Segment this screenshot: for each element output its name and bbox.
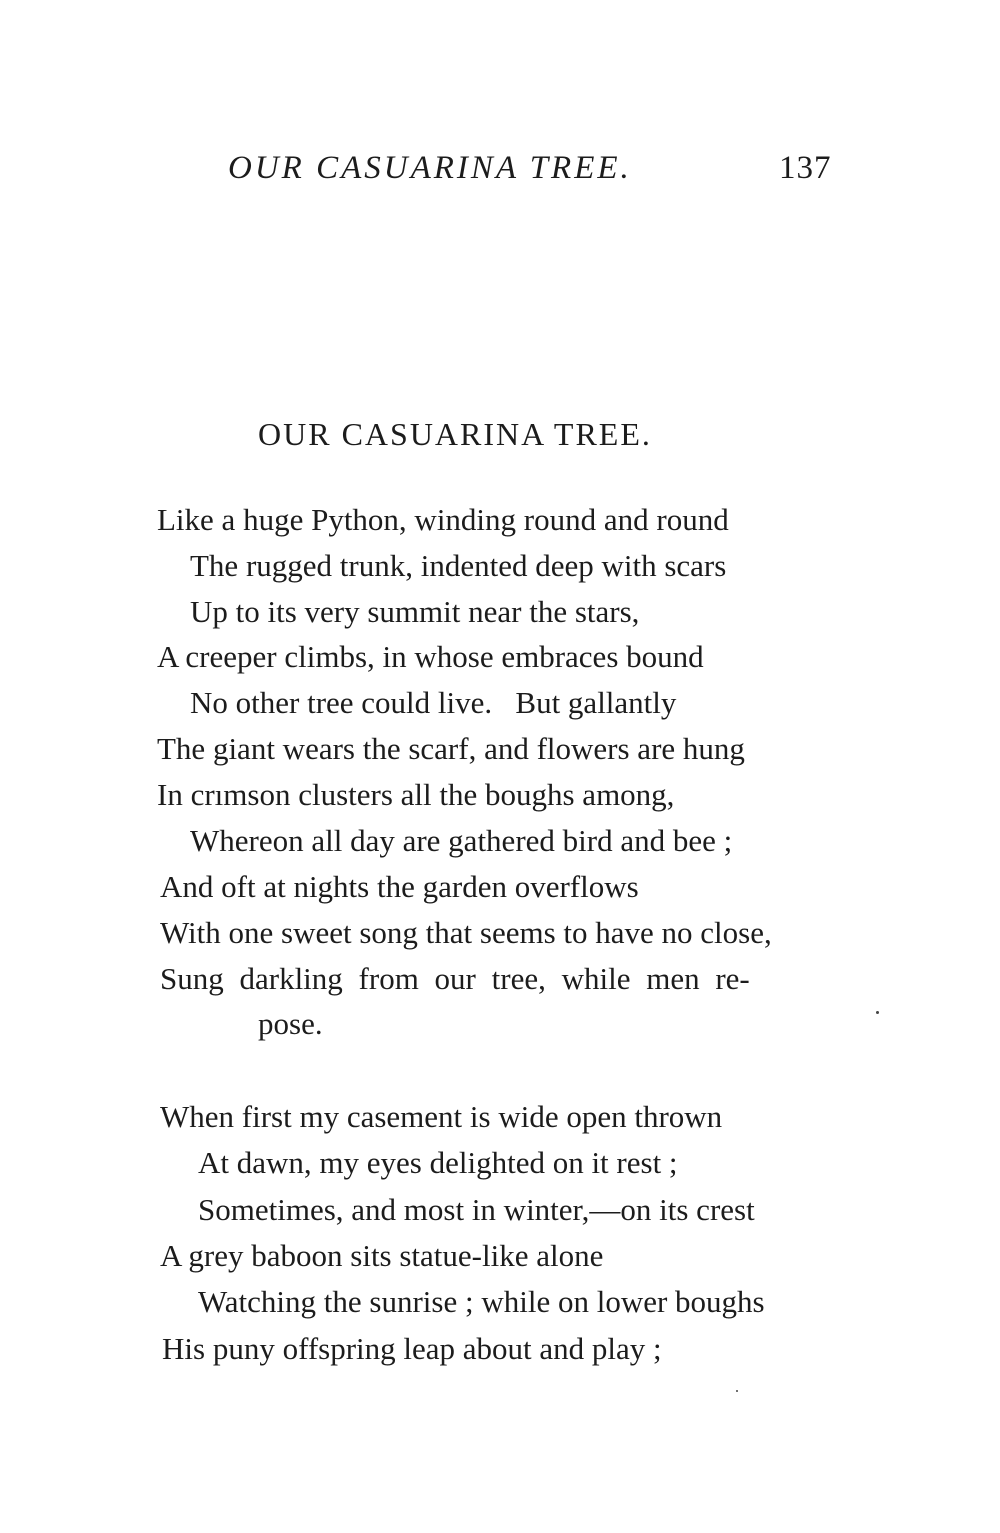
poem-line: A creeper climbs, in whose embraces bound (157, 639, 704, 674)
running-head-title: OUR CASUARINA TREE. (228, 150, 632, 186)
poem-line: When first my casement is wide open thrown (160, 1099, 723, 1134)
print-speck (876, 1011, 879, 1014)
poem-line: Up to its very summit near the stars, (190, 594, 640, 629)
poem-line: Sometimes, and most in winter,—on its crest (198, 1192, 755, 1227)
poem-line: Like a huge Python, winding round and round (157, 502, 729, 537)
poem-line: In crımson clusters all the boughs among, (157, 777, 675, 812)
poem-line: The rugged trunk, indented deep with scars (190, 548, 727, 583)
poem-line: Whereon all day are gathered bird and bee ; (190, 823, 733, 858)
poem-line: And oft at nights the garden overflows (160, 869, 639, 904)
poem-title: OUR CASUARINA TREE. (258, 416, 652, 452)
poem-line: His puny offspring leap about and play ; (162, 1331, 662, 1366)
poem-line: Watching the sunrise ; while on lower boughs (198, 1284, 765, 1319)
poem-line: Sung darkling from our tree, while men re- (160, 961, 750, 996)
page-number: 137 (779, 150, 832, 186)
poem-line: At dawn, my eyes delighted on it rest ; (198, 1145, 678, 1180)
print-speck (736, 1390, 738, 1392)
poem-line: A grey baboon sits statue-like alone (160, 1238, 604, 1273)
poem-line: With one sweet song that seems to have no close, (160, 915, 772, 950)
poem-line: The giant wears the scarf, and flowers are hung (157, 731, 745, 766)
poem-line: No other tree could live. But gallantly (190, 685, 677, 720)
poem-line: pose. (258, 1006, 323, 1041)
running-head (228, 150, 832, 194)
